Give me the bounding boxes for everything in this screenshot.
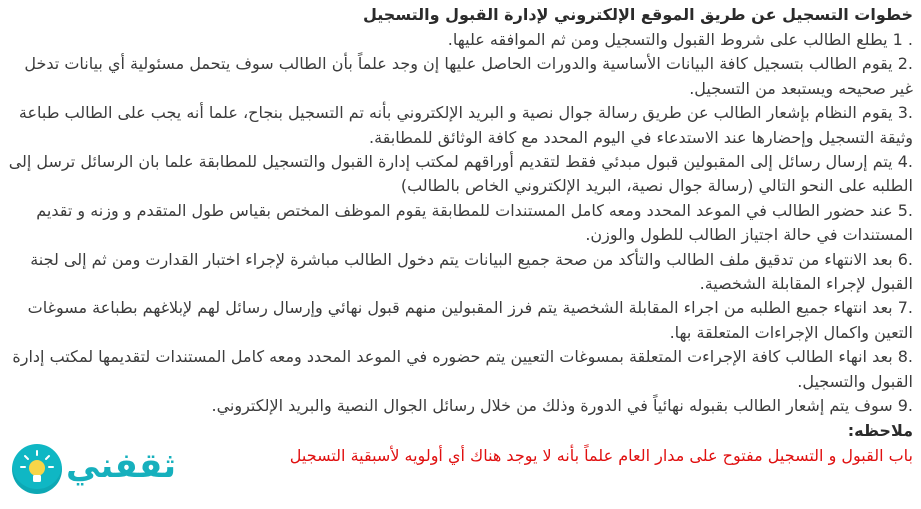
logo-wordmark: ثقفني — [66, 446, 176, 486]
page-title: خطوات التسجيل عن طريق الموقع الإلكتروني لإدارة القبول والتسجيل — [362, 5, 913, 24]
watermark-logo — [12, 440, 272, 500]
step-number: 6. — [897, 249, 913, 269]
step-item-3 — [0, 101, 913, 150]
step-number: 1 . — [892, 30, 913, 49]
step-item-8 — [0, 345, 913, 394]
step-text: عند حضور الطالب في الموعد المحدد ومعه كامل المستندات للمطابقة يقوم الموظف المختص بقياس طول المتقدم و وزنه و تقديم المستندات في حالة اجتياز الطالب للطول والوزن. — [36, 200, 913, 245]
step-text: سوف يتم إشعار الطالب بقبوله نهائياً في الدورة وذلك من خلال رسائل الجوال النصية والبريد الإلكتروني. — [211, 396, 893, 416]
note-label: ملاحظه: — [847, 420, 913, 440]
step-item-1 — [0, 28, 913, 52]
step-item-2 — [0, 52, 913, 101]
step-number: 8. — [897, 347, 913, 367]
step-text: بعد انهاء الطالب كافة الإجراءت المتعلقة بمسوغات التعيين يتم حضوره في الموعد المحدد ومعه كامل المستندات لتقديمها لمكتب إدارة القبول والتسجيل. — [12, 347, 913, 391]
step-item-7 — [0, 296, 913, 345]
step-number: 7. — [897, 298, 913, 318]
step-item-5 — [0, 199, 913, 248]
step-text: بعد الانتهاء من تدقيق ملف الطالب والتأكد من صحة جميع البيانات يتم دخول الطالب مباشرة لإجراء اختبار القدارت ومن ثم إلى لجنة القبول لإجراء المقابلة الشخصية. — [30, 249, 913, 294]
step-number: 5. — [897, 200, 913, 220]
logo-badge — [12, 444, 62, 494]
step-item-6 — [0, 248, 913, 297]
step-text: يتم إرسال رسائل إلى المقبولين قبول مبدئي فقط لتقديم أوراقهم لمكتب إدارة القبول والتسجيل للمطابقة علما بان الرسائل ترسل إلى الطلبه على النحو التالي (رسالة جوال نصية، البريد الإلكتروني الخاص بالطالب) — [8, 152, 913, 196]
step-number: 2. — [897, 54, 913, 74]
lightbulb-icon — [12, 444, 62, 494]
step-item-4 — [0, 150, 913, 199]
step-number: 4. — [897, 152, 913, 172]
step-text: بعد انتهاء جميع الطلبه من اجراء المقابلة الشخصية يتم فرز المقبولين منهم قبول نهائي وإرسال رسائل لهم لإبلاغهم بطباعة مسوغات التعين واكمال الإجراءات المتعلقة بها. — [27, 298, 913, 342]
document — [0, 2, 913, 469]
step-text: يقوم الطالب بتسجيل كافة البيانات الأساسية والدورات الحاصل عليها إن وجد علماً بأن الطالب سوف يتحمل مسئولية أي بيانات تدخل غير صحيحه ويستبعد من التسجيل. — [24, 54, 913, 98]
note-text: باب القبول و التسجيل مفتوح على مدار العام علماً بأنه لا يوجد هناك أي أولويه لأسبقية التسجيل — [289, 445, 913, 465]
step-number: 3. — [897, 103, 913, 123]
step-number: 9. — [897, 396, 913, 416]
steps-list — [0, 28, 913, 419]
step-item-9 — [0, 394, 913, 418]
step-text: يقوم النظام بإشعار الطالب عن طريق رسالة جوال نصية و البريد الإلكتروني بأنه تم التسجيل بنجاح، علما أنه يجب على الطالب طباعة وثيقة التسجيل وإحضارها عند الاستدعاء في اليوم المحدد مع كافة الوثائق للمطابقة. — [18, 103, 913, 147]
step-text: يطلع الطالب على شروط القبول والتسجيل ومن ثم الموافقه عليها. — [447, 30, 888, 49]
